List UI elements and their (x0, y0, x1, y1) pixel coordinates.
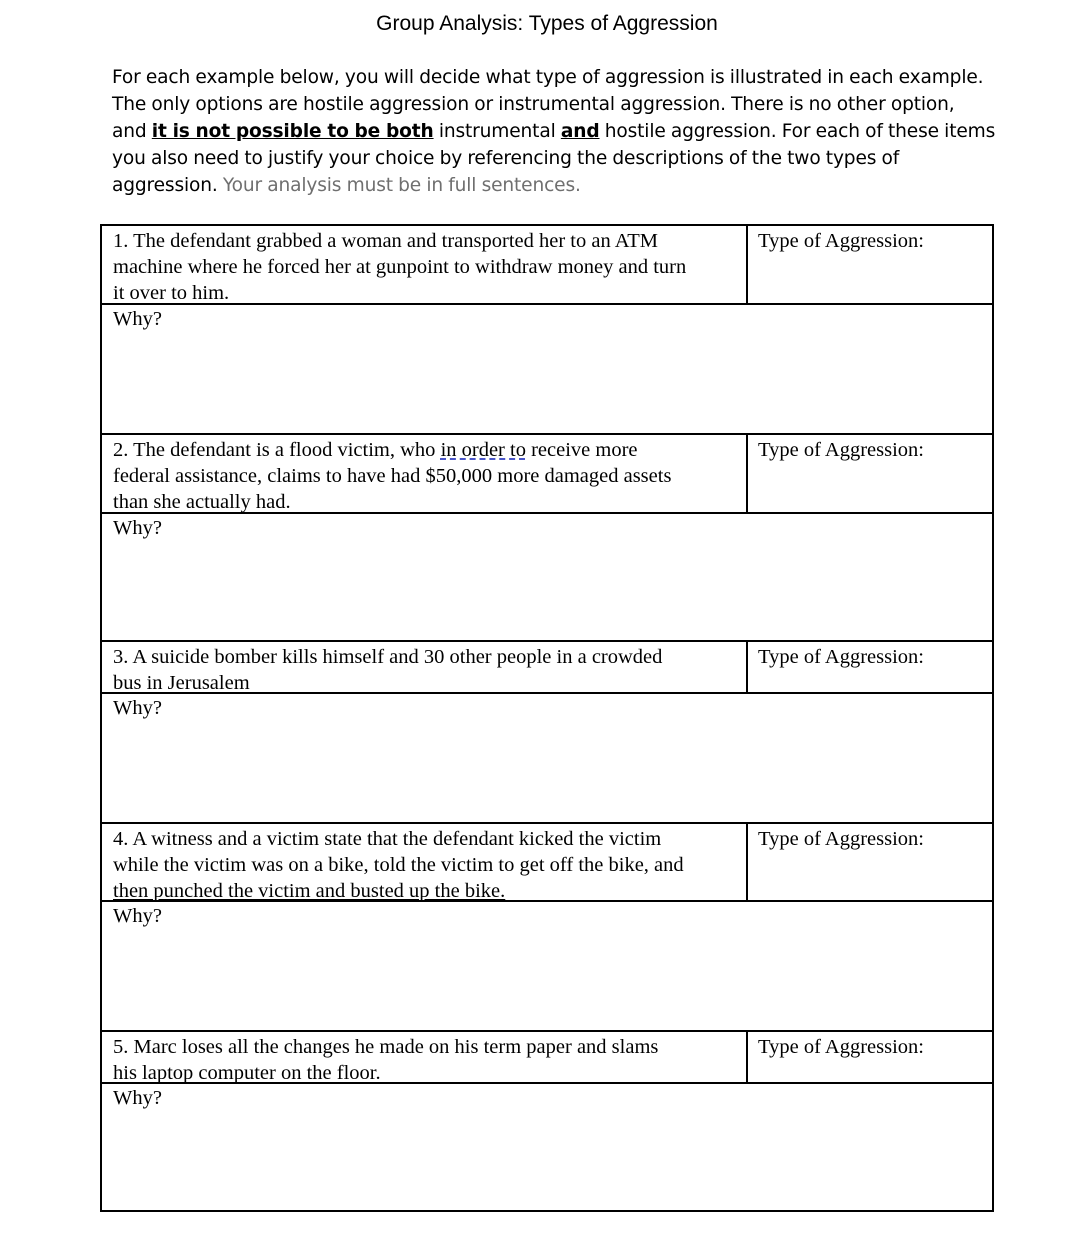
instructions-line-4: you also need to justify your choice by referencing the descriptions of the two types of (112, 148, 900, 169)
type-of-aggression-cell[interactable] (748, 226, 992, 303)
instructions-line-1: For each example below, you will decide what type of aggression is illustrated in each example. (112, 67, 984, 88)
question-text (102, 226, 748, 303)
full-sentences-note: Your analysis must be in full sentences. (222, 175, 581, 196)
emphasis-and: and (560, 121, 600, 142)
type-of-aggression-label: Type of Aggression: (758, 646, 924, 668)
question-line: 3. A suicide bomber kills himself and 30 other people in a crowded (113, 646, 663, 668)
why-label: Why? (113, 905, 162, 927)
instructions-text: instrumental (433, 121, 561, 142)
question-line: than she actually had. (113, 491, 291, 513)
why-answer-box[interactable] (100, 900, 994, 1030)
question-item-1 (100, 224, 994, 433)
instructions-line-3 (112, 118, 1012, 145)
type-of-aggression-cell[interactable] (748, 824, 992, 900)
why-answer-box[interactable] (100, 303, 994, 433)
type-of-aggression-label: Type of Aggression: (758, 828, 924, 850)
question-text (102, 1032, 748, 1082)
why-label: Why? (113, 1087, 162, 1109)
emphasis-not-both: it is not possible to be both (151, 121, 434, 142)
instructions-text: and (112, 121, 152, 142)
why-answer-box[interactable] (100, 1082, 994, 1212)
type-of-aggression-label: Type of Aggression: (758, 230, 924, 252)
question-row (100, 433, 994, 512)
type-of-aggression-cell[interactable] (748, 642, 992, 692)
question-row (100, 822, 994, 900)
instructions (112, 64, 1012, 199)
why-label: Why? (113, 308, 162, 330)
question-item-3 (100, 640, 994, 822)
type-of-aggression-label: Type of Aggression: (758, 1036, 924, 1058)
question-line: 4. A witness and a victim state that the defendant kicked the victim (113, 828, 662, 850)
question-item-5 (100, 1030, 994, 1212)
question-text (102, 642, 748, 692)
question-line: while the victim was on a bike, told the victim to get off the bike, and (113, 854, 684, 876)
question-line: 1. The defendant grabbed a woman and transported her to an ATM (113, 230, 658, 252)
question-row (100, 224, 994, 303)
instructions-line-5 (112, 172, 1012, 199)
question-row (100, 640, 994, 692)
question-line: then punched the victim and busted up the bike. (113, 880, 506, 902)
question-line: his laptop computer on the floor. (113, 1062, 381, 1084)
type-of-aggression-label: Type of Aggression: (758, 439, 924, 461)
question-line: federal assistance, claims to have had $50,000 more damaged assets (113, 465, 672, 487)
question-line: it over to him. (113, 282, 230, 304)
question-line: bus in Jerusalem (113, 672, 250, 694)
question-text (102, 824, 748, 900)
question-text (102, 435, 748, 512)
question-item-2 (100, 433, 994, 640)
why-label: Why? (113, 697, 162, 719)
why-answer-box[interactable] (100, 692, 994, 822)
instructions-text: hostile aggression. For each of these items (599, 121, 996, 142)
question-line: machine where he forced her at gunpoint to withdraw money and turn (113, 256, 687, 278)
why-answer-box[interactable] (100, 512, 994, 640)
instructions-line-2: The only options are hostile aggression or instrumental aggression. There is no other option, (112, 94, 955, 115)
question-fragment: 2. The defendant is a flood victim, who (113, 439, 441, 461)
page-title: Group Analysis: Types of Aggression (376, 12, 718, 35)
question-fragment-underlined: in order to (440, 439, 526, 461)
why-label: Why? (113, 517, 162, 539)
type-of-aggression-cell[interactable] (748, 1032, 992, 1082)
type-of-aggression-cell[interactable] (748, 435, 992, 512)
question-row (100, 1030, 994, 1082)
question-line (113, 437, 740, 463)
question-fragment: receive more (525, 439, 638, 461)
instructions-text: aggression. (112, 175, 223, 196)
question-item-4 (100, 822, 994, 1030)
question-line: 5. Marc loses all the changes he made on his term paper and slams (113, 1036, 659, 1058)
worksheet-table (100, 224, 994, 1212)
